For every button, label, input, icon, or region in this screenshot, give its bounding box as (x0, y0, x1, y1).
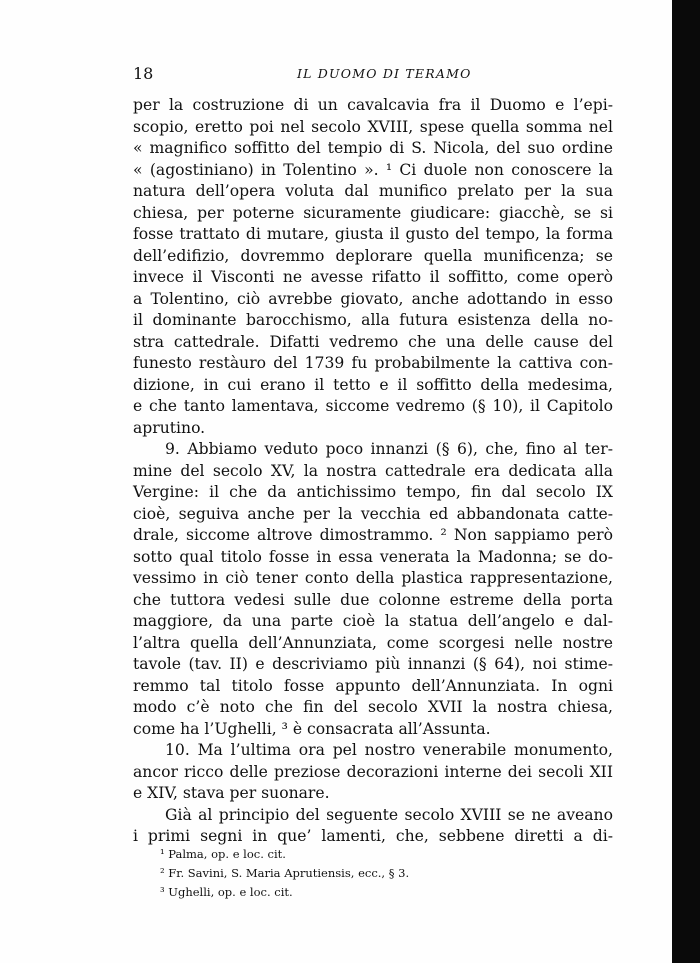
text-line: mine del secolo XV, la nostra cattedrale era dedicata alla (133, 461, 613, 480)
text-line: fosse trattato di mutare, giusta il gusto del tempo, la forma (133, 225, 613, 243)
footnote: ² Fr. Savini, S. Maria Aprutiensis, ecc., § 3. (160, 866, 410, 880)
text-line: che tuttora vedesi sulle due colonne estreme della porta (133, 590, 613, 609)
text-line: maggiore, da una parte cioè la statua dell’angelo e dal- (133, 612, 613, 630)
text-line: per la costruzione di un cavalcavia fra il Duomo e l’epi- (133, 96, 613, 114)
text-line: scopio, eretto poi nel secolo XVIII, spese quella somma nel (133, 117, 613, 136)
text-line: e che tanto lamentava, siccome vedremo (§ 10), il Capitolo (133, 397, 613, 415)
text-line: l’altra quella dell’Annunziata, come scorgesi nelle nostre (133, 633, 613, 652)
text-line: aprutino. (133, 418, 206, 437)
text-line: remmo tal titolo fosse appunto dell’Annunziata. In ogni (133, 676, 613, 695)
paragraph-start: Già al principio del seguente secolo XVIII se ne aveano (165, 805, 613, 824)
paragraph-start: 10. Ma l’ultima ora pel nostro venerabile monumento, (165, 741, 613, 759)
main-text (133, 95, 613, 848)
text-line: tavole (tav. II) e descriviamo più innanzi (§ 64), noi stime- (133, 655, 613, 673)
text-line: a Tolentino, ciò avrebbe giovato, anche adottando in esso (133, 289, 613, 308)
text-line: chiesa, per poterne sicuramente giudicare: giacchè, se si (133, 203, 613, 222)
footnote: ³ Ughelli, op. e loc. cit. (160, 885, 293, 899)
text-line: Vergine: il che da antichissimo tempo, fin dal secolo IX (133, 483, 613, 501)
footnotes (160, 845, 580, 902)
text-line: sotto qual titolo fosse in essa venerata la Madonna; se do- (133, 547, 613, 566)
text-line: natura dell’opera voluta dal munifico prelato per la sua (133, 182, 613, 200)
text-line: e XIV, stava per suonare. (133, 784, 330, 802)
text-line: cioè, seguiva anche per la vecchia ed abbandonata catte- (133, 504, 613, 523)
text-line: i primi segni in que’ lamenti, che, sebbene diretti a di- (133, 827, 613, 845)
text-line: il dominante barocchismo, alla futura esistenza della no- (133, 311, 613, 329)
text-line: funesto restàuro del 1739 fu probabilmente la cattiva con- (133, 354, 613, 372)
text-line: ancor ricco delle preziose decorazioni interne dei secoli XII (133, 762, 613, 781)
text-line: « magnifico soffitto del tempio di S. Nicola, del suo ordine (133, 139, 613, 157)
text-line: vessimo in ciò tener conto della plastica rappresentazione, (133, 569, 613, 587)
running-title: IL DUOMO DI TERAMO (297, 66, 472, 81)
text-line: modo c’è noto che fin del secolo XVII la nostra chiesa, (133, 698, 613, 716)
page-number: 18 (133, 64, 154, 83)
scan-edge-shadow (672, 0, 700, 963)
text-line: come ha l’Ughelli, ³ è consacrata all’Assunta. (133, 719, 491, 738)
page-header (133, 64, 613, 84)
text-line: dell’edifizio, dovremmo deplorare quella munificenza; se (133, 246, 613, 265)
text-line: dizione, in cui erano il tetto e il soffitto della medesima, (133, 375, 613, 394)
text-line: invece il Visconti ne avesse rifatto il soffitto, come operò (133, 268, 613, 286)
paragraph-start: 9. Abbiamo veduto poco innanzi (§ 6), che, fino al ter- (165, 440, 613, 458)
text-line: stra cattedrale. Difatti vedremo che una delle cause del (133, 332, 613, 351)
text-line: « (agostiniano) in Tolentino ». ¹ Ci duole non conoscere la (133, 160, 613, 179)
footnote: ¹ Palma, op. e loc. cit. (160, 847, 286, 861)
text-line: drale, siccome altrove dimostrammo. ² Non sappiamo però (133, 526, 613, 544)
